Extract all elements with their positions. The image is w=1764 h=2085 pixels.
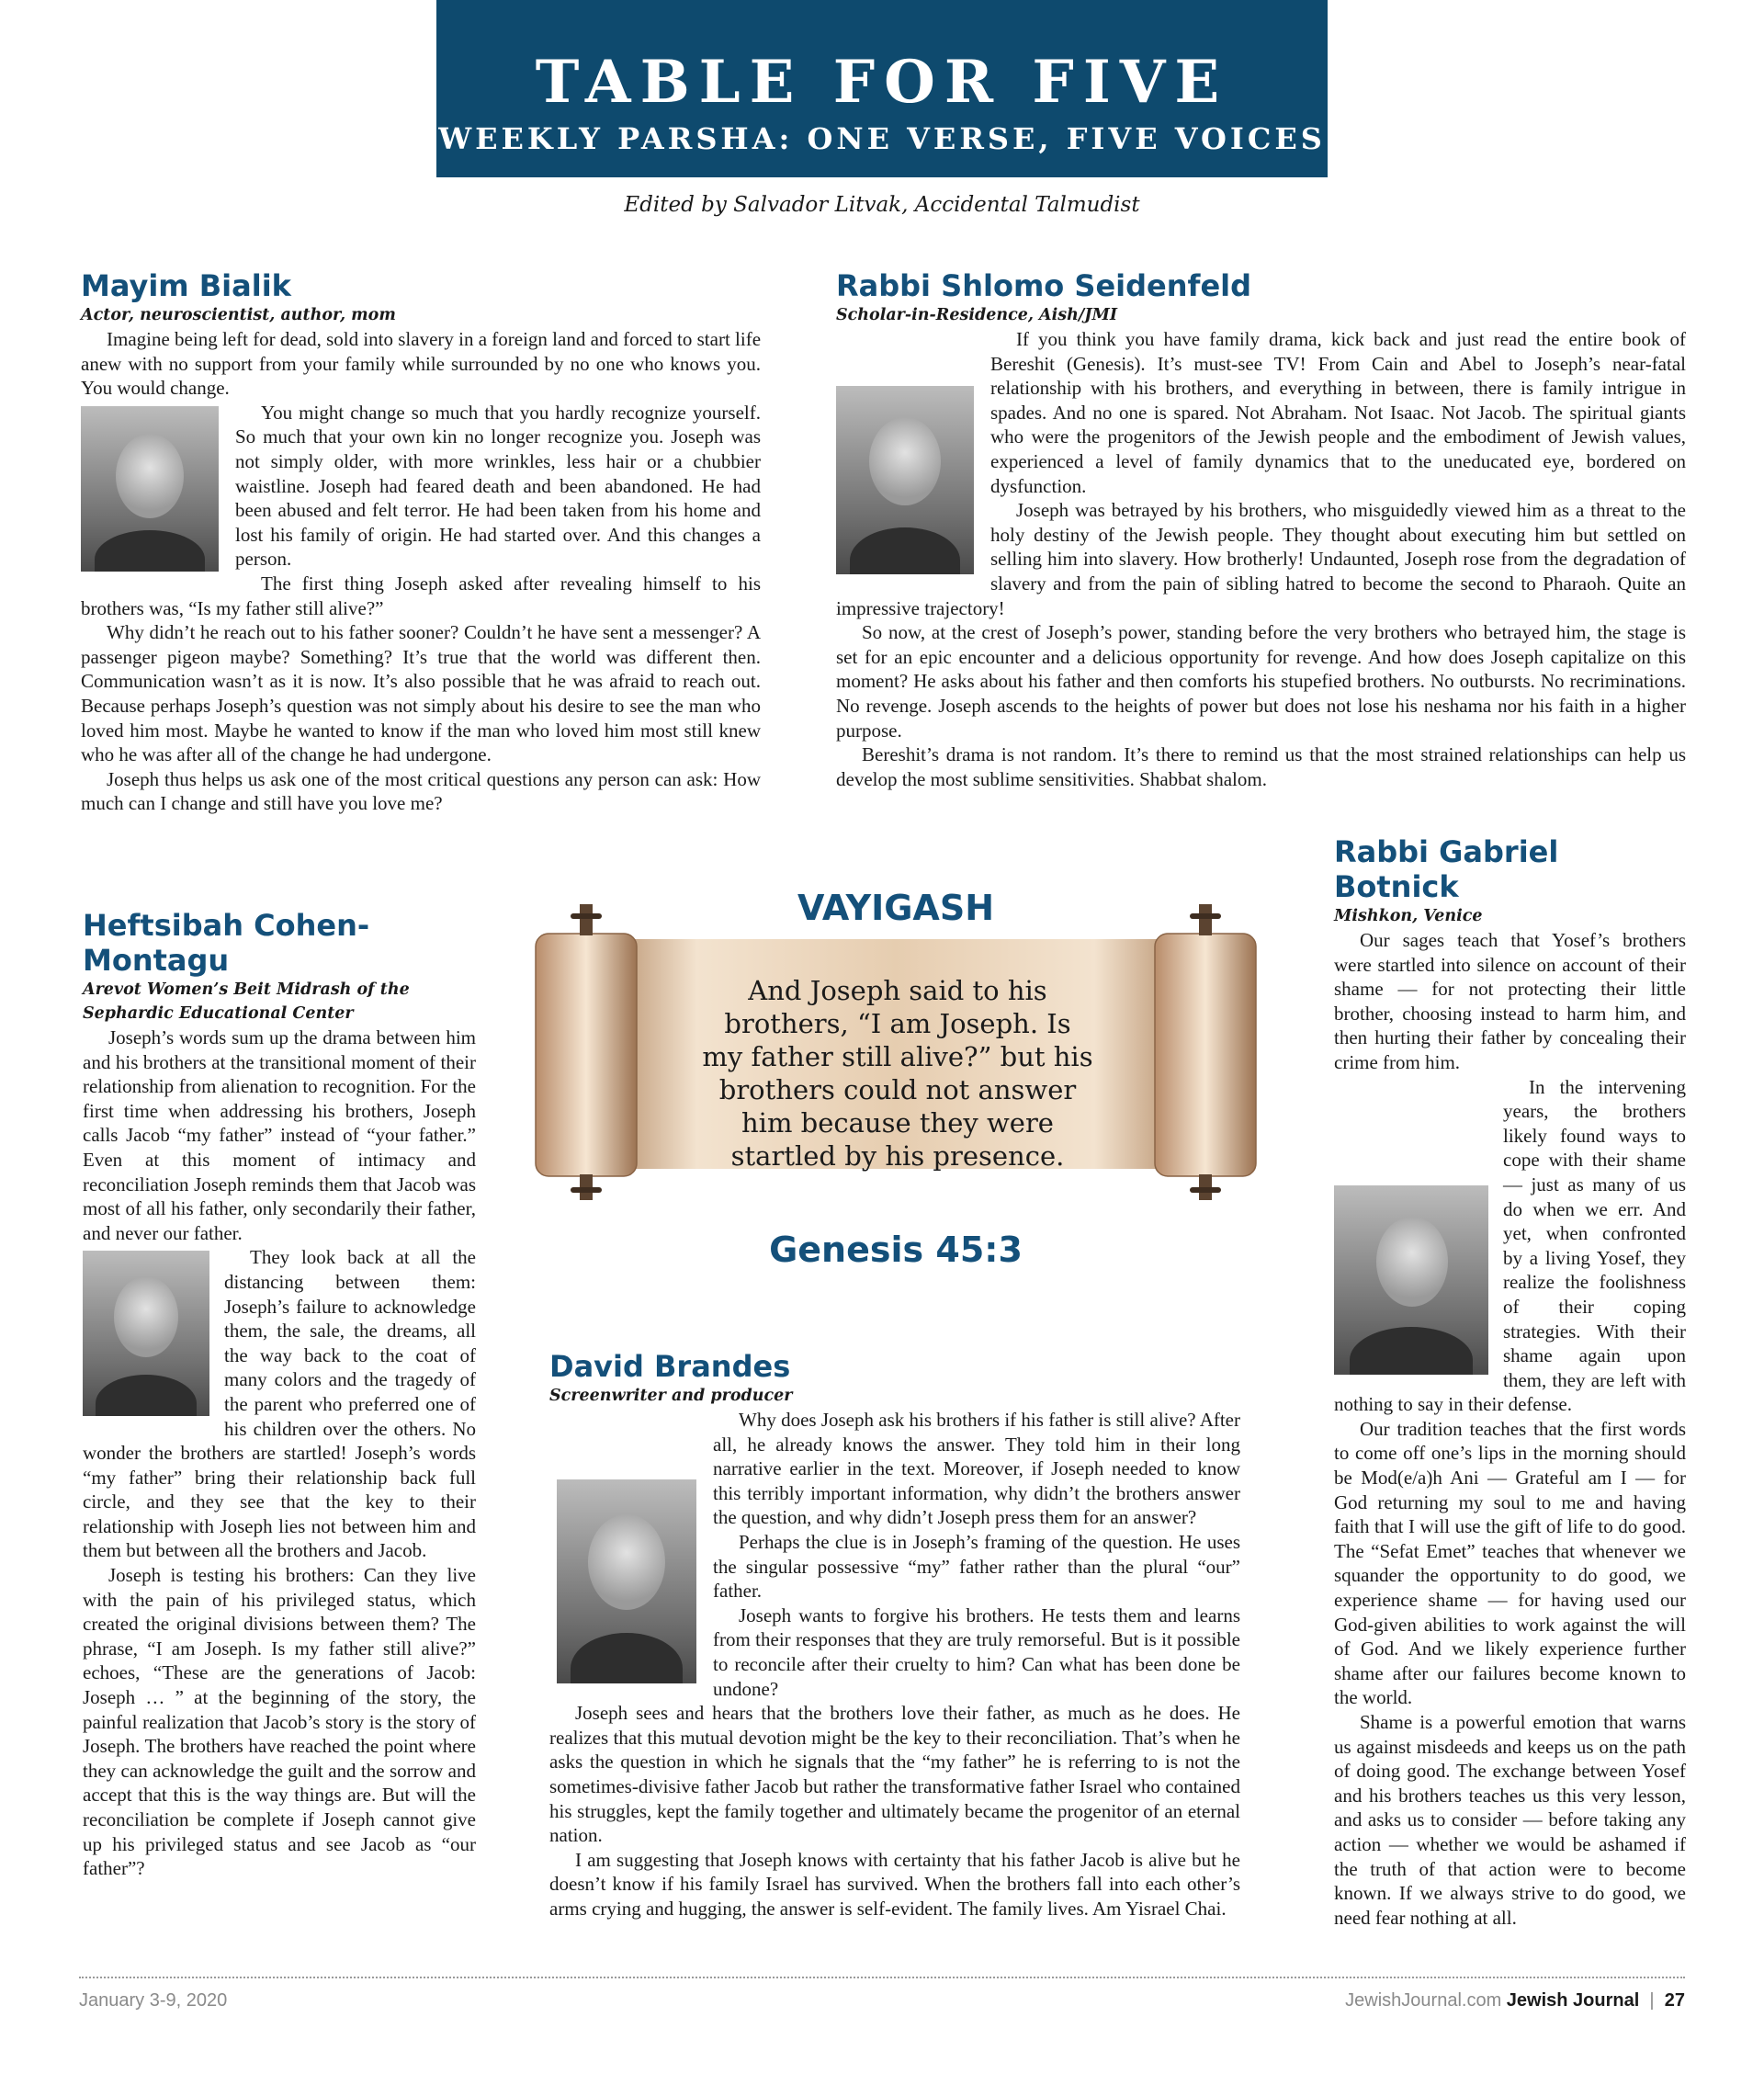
article-body bbox=[836, 327, 1686, 791]
paragraph: Joseph sees and hears that the brothers love their father, as much as he does. He realizes that this mutual devotion might be the key to their reconciliation. That’s when he asks the question in which he signals that the “my father” he is referring to is not the sometimes-divisive father Jacob but rather the transformative father Israel who contained his struggles, kept the family together and ultimately became the progenitor of an eternal nation. bbox=[549, 1702, 1240, 1847]
article-body bbox=[1334, 928, 1686, 1930]
footer-date: January 3-9, 2020 bbox=[79, 1990, 228, 2011]
author-name: Heftsibah Cohen-Montagu bbox=[83, 908, 370, 978]
paragraph: In the intervening years, the brothers likely found ways to cope with their shame — just as many of us do when we err. And yet, when confronted by a living Yosef, they realize the foolishness of their coping strategies. With their shame again upon them, they are left with nothing to say in their defense. bbox=[1334, 1075, 1686, 1416]
article-body bbox=[83, 1026, 476, 1881]
paragraph: Bereshit’s drama is not random. It’s there to remind us that the most strained relationships can help us develop the most sublime sensitivities. Shabbat shalom. bbox=[836, 743, 1686, 790]
author-photo bbox=[557, 1479, 696, 1683]
paragraph: Shame is a powerful emotion that warns us against misdeeds and keeps us on the path of doing good. The exchange between Yosef and his brothers teaches us this very lesson, and asks us to consider — before taking any action — whether we would be ashamed if the truth of that action were to become known. If we always strive to do good, we need fear nothing at all. bbox=[1334, 1711, 1686, 1929]
masthead-title: TABLE FOR FIVE bbox=[535, 48, 1229, 117]
page-number: 27 bbox=[1664, 1990, 1685, 2011]
paragraph: Why didn’t he reach out to his father sooner? Couldn’t he have sent a messenger? A passenger pigeon maybe? Something? It’s true that the world was different then. Communication wasn’t as it is now. It’s also possible that he was afraid to reach out. Because perhaps Joseph’s question was not simply about his desire to see the man who loved him most. Maybe he wanted to know if the man who loved him most still knew who he was after all of the change he had undergone. bbox=[81, 621, 761, 766]
verse-citation: Genesis 45:3 bbox=[769, 1229, 1023, 1270]
article-body bbox=[549, 1408, 1240, 1921]
author-role: Screenwriter and producer bbox=[549, 1387, 793, 1405]
paragraph: Joseph’s words sum up the drama between him and his brothers at the transitional moment of their relationship from alienation to recognition. For the first time when addressing his brothers, Joseph calls Jacob “my father” instead of “your father.” Even at this moment of intimacy and reconciliation Joseph reminds them that Jacob was most of all his father, only secondarily their father, and never our father. bbox=[83, 1026, 476, 1244]
footer-site: JewishJournal.com bbox=[1345, 1990, 1502, 2011]
paragraph: I am suggesting that Joseph knows with certainty that his father Jacob is alive but he doesn’t know if his family Israel has survived. When the brothers fall into each other’s arms crying and hugging, the answer is self-evident. The family lives. Am Yisrael Chai. bbox=[549, 1848, 1240, 1920]
column-seidenfeld bbox=[836, 268, 1686, 791]
paragraph: Joseph was betrayed by his brothers, who misguidedly viewed him as a threat to the holy destiny of the Jewish people. They thought about executing him but settled on selling him into slavery. How brotherly! Undaunted, Joseph rose from the degradation of slavery and from the pain of sibling hatred to become the second to Pharaoh. Quite an impressive trajectory! bbox=[836, 499, 1686, 619]
column-botnick bbox=[1334, 834, 1686, 1930]
footer-publication bbox=[1345, 1990, 1685, 2011]
column-cohen-montagu bbox=[83, 908, 476, 1881]
paragraph: So now, at the crest of Joseph’s power, standing before the very brothers who betrayed him, the stage is set for an epic encounter and a delicious opportunity for revenge. And how does Joseph capitalize on this moment? He asks about his father and then comforts his stupefied brothers. No outbursts. No recriminations. No revenge. Joseph ascends to the heights of power but does not lose his neshama nor his faith in a higher purpose. bbox=[836, 621, 1686, 742]
footer-separator: | bbox=[1649, 1990, 1655, 2011]
paragraph: Joseph is testing his brothers: Can they live with the pain of his privileged status, which created the original divisions between them? The phrase, “I am Joseph. Is my father still alive?” echoes, “These are the generations of Jacob: Joseph … ” at the beginning of the story, the painful realization that Jacob’s story is the story of Joseph. The brothers have reached the point where they can acknowledge the guilt and the sorrow and accept that this is the way things are. But will the reconciliation be complete if Joseph cannot give up his privileged status and see Jacob as “our father”? bbox=[83, 1564, 476, 1880]
author-photo bbox=[836, 386, 974, 574]
verse-text: And Joseph said to his brothers, “I am Joseph. Is my father still alive?” but his brothers could not answer him because they were startled by his presence. bbox=[702, 975, 1093, 1172]
author-photo bbox=[1334, 1185, 1488, 1375]
author-photo bbox=[83, 1251, 209, 1416]
paragraph: Why does Joseph ask his brothers if his father is still alive? After all, he already knows the answer. They told him in their long narrative earlier in the text. Moreover, if Joseph needed to know this terribly important information, why didn’t the brothers answer the question, and why didn’t Joseph press them for an answer? bbox=[713, 1409, 1240, 1529]
footer-divider bbox=[79, 1977, 1685, 1978]
author-photo bbox=[81, 406, 219, 572]
column-bialik bbox=[81, 268, 761, 816]
author-name: Mayim Bialik bbox=[81, 268, 291, 303]
paragraph: The first thing Joseph asked after revealing himself to his brothers was, “Is my father still alive?” bbox=[81, 572, 761, 619]
author-role: Scholar-in-Residence, Aish/JMI bbox=[836, 306, 1118, 324]
editor-line: Edited by Salvador Litvak, Accidental Talmudist bbox=[624, 193, 1140, 217]
masthead bbox=[436, 0, 1328, 177]
paragraph: Imagine being left for dead, sold into slavery in a foreign land and forced to start life anew with no support from your family while surrounded by no one who knows you. You would change. bbox=[81, 328, 762, 400]
footer-publication-name: Jewish Journal bbox=[1506, 1990, 1640, 2011]
masthead-subtitle: WEEKLY PARSHA: ONE VERSE, FIVE VOICES bbox=[438, 121, 1326, 156]
paragraph: Perhaps the clue is in Joseph’s framing of the question. He uses the singular possessive “my” father rather than the plural “our” father. bbox=[713, 1530, 1240, 1603]
paragraph: If you think you have family drama, kick back and just read the entire book of Bereshit (Genesis). It’s must-see TV! From Cain and Abel to Joseph’s near-fatal relationship with his brothers, and everything in between, there is family intrigue in spades. And no one is spared. Not Abraham. Not Isaac. Not Jacob. The spiritual giants who were the progenitors of the Jewish people and the embodiment of Jewish values, experienced a level of family dynamics that to the uneducated eye, bordered on dysfunction. bbox=[990, 328, 1686, 497]
author-name: Rabbi Shlomo Seidenfeld bbox=[836, 268, 1252, 303]
author-role: Actor, neuroscientist, author, mom bbox=[81, 306, 396, 324]
paragraph: Our tradition teaches that the first words to come off one’s lips in the morning should be Mod(e/a)h Ani — Grateful am I — for God returning my soul to me and having faith that I will use the gift of life to do good. The “Sefat Emet” teaches that whenever we squander the opportunity to do good, we experience shame — for having used our God-given abilities to work against the will of God. And we likely experience further shame after our failures become known to the world. bbox=[1334, 1417, 1686, 1709]
column-brandes bbox=[549, 1349, 1240, 1921]
author-name: David Brandes bbox=[549, 1349, 791, 1384]
paragraph: Joseph thus helps us ask one of the most critical questions any person can ask: How much can I change and still have you love me? bbox=[81, 767, 761, 815]
paragraph: Joseph wants to forgive his brothers. He tests them and learns from their responses that they are truly remorseful. But is it possible to reconcile after their cruelty to him? Can what has been done be undone? bbox=[713, 1603, 1240, 1700]
paragraph: Our sages teach that Yosef’s brothers were startled into silence on account of their shame — for not protecting their little brother, choosing instead to harm him, and then hurting their father by concealing their crime from him. bbox=[1334, 929, 1686, 1073]
author-role: Arevot Women’s Beit Midrash of the Sephardic Educational Center bbox=[83, 980, 410, 1023]
author-name: Rabbi Gabriel Botnick bbox=[1334, 834, 1559, 904]
paragraph: You might change so much that you hardly recognize yourself. So much that your own kin no longer recognize you. Joseph was not simply older, with more wrinkles, less hair or a chubbier waistline. Joseph had feared death and been abandoned. He had been abused and felt terror. He had been taken from his home and lost his family of origin. He had started over. And this changes a person. bbox=[235, 401, 761, 571]
paragraph: They look back at all the distancing between them: Joseph’s failure to acknowledge them, the sale, the dreams, all the way back to the coat of many colors and the tragedy of the parent who preferred one of his children over the others. No wonder the brothers are startled! Joseph’s words “my father” bring their relationship back full circle, and they see that the key to their relationship with Joseph lies not between him and them but between all the brothers and Jacob. bbox=[83, 1246, 476, 1562]
parsha-title: VAYIGASH bbox=[797, 888, 995, 928]
article-body bbox=[81, 327, 761, 816]
author-role: Mishkon, Venice bbox=[1334, 907, 1483, 925]
